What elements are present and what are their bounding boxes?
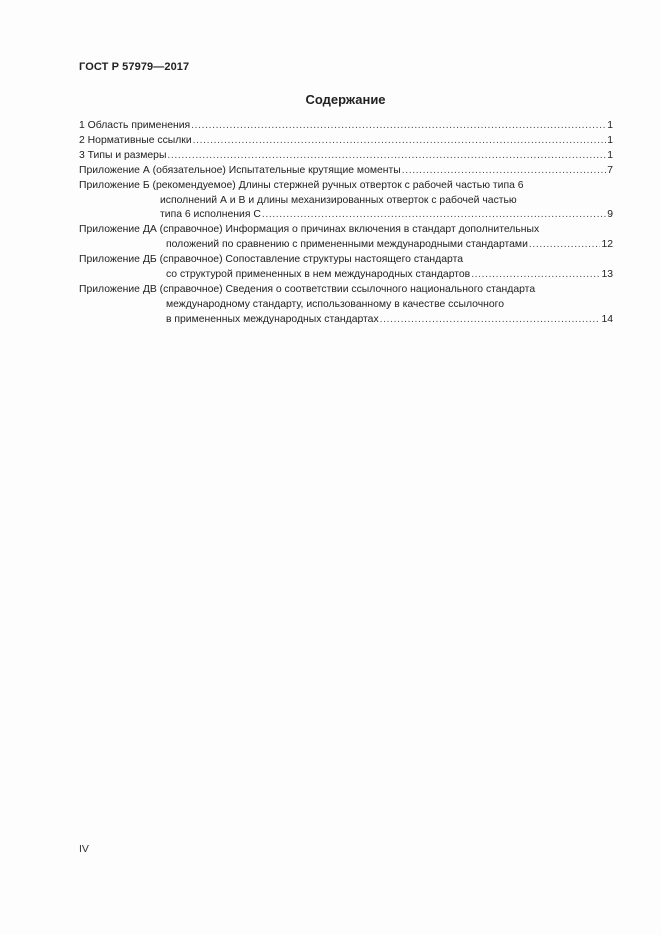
dot-leader <box>191 119 606 134</box>
dot-leader <box>471 268 600 283</box>
toc-page-number: 12 <box>601 239 613 251</box>
toc-entry-text: 1 Область применения <box>79 120 191 131</box>
dot-leader <box>529 238 601 253</box>
dot-leader <box>167 149 606 164</box>
toc-page-number: 14 <box>601 313 613 325</box>
toc-page-number: 9 <box>607 209 613 221</box>
toc-page-number: 1 <box>607 149 613 161</box>
toc-page-number: 1 <box>607 120 613 131</box>
toc-entry-text-continued: исполнений А и В и длины механизированных отверток с рабочей частью <box>160 194 517 206</box>
toc-entry-scope[interactable] <box>79 119 613 134</box>
toc-entry-appendix-dv[interactable] <box>79 283 613 328</box>
dot-leader <box>193 134 607 149</box>
toc-entry-text: 3 Типы и размеры <box>79 149 167 161</box>
toc-entry-appendix-b[interactable] <box>79 179 613 224</box>
dot-leader <box>380 313 601 328</box>
toc-entry-text: Приложение ДА (справочное) Информация о причинах включения в стандарт дополнительных <box>79 224 540 236</box>
document-header: ГОСТ Р 57979—2017 <box>79 61 190 73</box>
toc-entry-normative-references[interactable] <box>79 134 613 149</box>
toc-entry-text-continued: положений по сравнению с примененными международными стандартами <box>166 239 528 251</box>
page-number-footer: IV <box>79 843 89 855</box>
toc-entry-text: Приложение ДБ (справочное) Сопоставление структуры настоящего стандарта <box>79 254 463 266</box>
toc-entry-text: Приложение А (обязательное) Испытательные крутящие моменты <box>79 164 401 176</box>
toc-entry-appendix-a[interactable] <box>79 164 613 179</box>
toc-entry-types-and-sizes[interactable] <box>79 149 613 164</box>
dot-leader <box>262 208 606 223</box>
toc-entry-text: Приложение Б (рекомендуемое) Длины стержней ручных отверток с рабочей частью типа 6 <box>79 179 524 191</box>
toc-entry-text-continued: международному стандарту, использованному в качестве ссылочного <box>166 298 504 310</box>
toc-entry-text: 2 Нормативные ссылки <box>79 134 192 146</box>
toc-entry-appendix-da[interactable] <box>79 223 613 253</box>
toc-entry-appendix-db[interactable] <box>79 253 613 283</box>
toc-page-number: 7 <box>607 164 613 176</box>
toc-entry-text-continued: типа 6 исполнения С <box>160 209 261 221</box>
toc-page-number: 1 <box>607 134 613 146</box>
toc-entry-text-continued: в примененных международных стандартах <box>166 313 379 325</box>
toc-entry-text-continued: со структурой примененных в нем международных стандартов <box>166 269 471 281</box>
page-title: Содержание <box>305 92 386 107</box>
dot-leader <box>402 164 606 179</box>
toc-page-number: 13 <box>601 269 613 281</box>
table-of-contents <box>79 119 613 328</box>
toc-entry-text: Приложение ДВ (справочное) Сведения о соответствии ссылочного национального стандарта <box>79 283 536 295</box>
